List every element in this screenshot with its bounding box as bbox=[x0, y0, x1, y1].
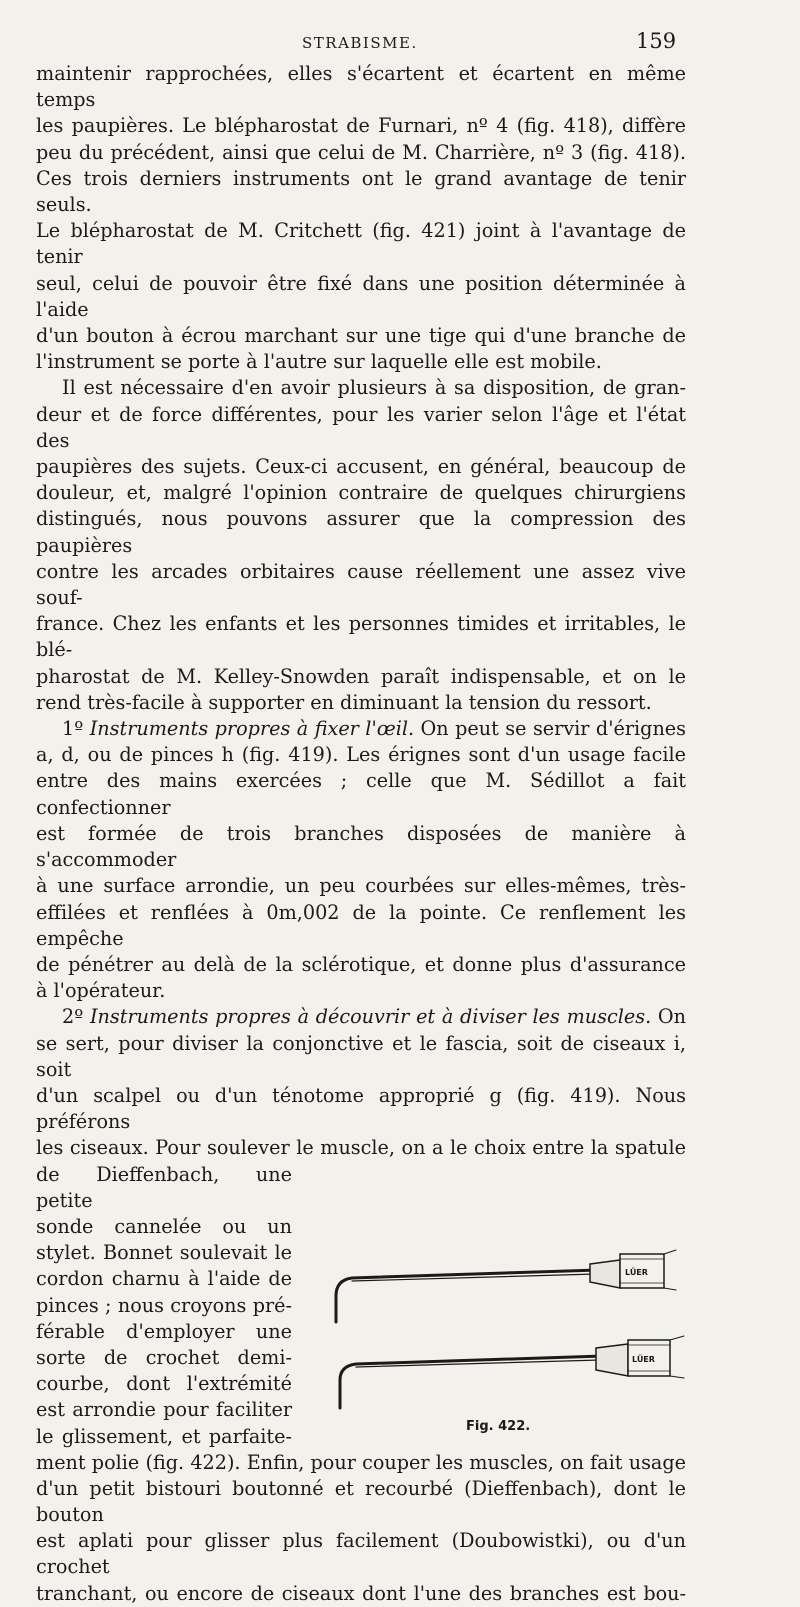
text-line: à une surface arrondie, un peu courbées sur elles-mêmes, très- bbox=[36, 874, 686, 898]
strabismus-hooks-illustration bbox=[328, 1202, 688, 1442]
section-line-fix-eye bbox=[36, 716, 686, 742]
wrapped-text bbox=[36, 1162, 292, 1450]
text-line: ment polie (fig. 422). Enfin, pour couper les muscles, on fait usage bbox=[36, 1450, 686, 1474]
text-line: férable d'employer une bbox=[36, 1319, 292, 1343]
text-line: entre des mains exercées ; celle que M. Sédillot a fait confectionner bbox=[36, 769, 686, 819]
text-run: On peut se servir d'érignes bbox=[414, 717, 686, 741]
text-line: france. Chez les enfants et les personnes timides et irritables, le blé- bbox=[36, 612, 686, 662]
text-line: les paupières. Le blépharostat de Furnari, nº 4 (fig. 418), diffère bbox=[36, 114, 686, 138]
text-line: stylet. Bonnet soulevait le bbox=[36, 1241, 292, 1265]
text-line: le glissement, et parfaite- bbox=[36, 1424, 292, 1448]
text-line: peu du précédent, ainsi que celui de M. Charrière, nº 3 (fig. 418). bbox=[36, 140, 686, 164]
figure-caption: Fig. 422. bbox=[466, 1418, 531, 1434]
text-line: pinces ; nous croyons pré- bbox=[36, 1293, 292, 1317]
page-number: 159 bbox=[636, 29, 677, 53]
text-line: maintenir rapprochées, elles s'écartent et écartent en même temps bbox=[36, 62, 686, 112]
text-line: sonde cannelée ou un bbox=[36, 1214, 292, 1238]
section-line-muscles bbox=[36, 1004, 686, 1030]
text-line: effilées et renflées à 0m,002 de la pointe. Ce renflement les empêche bbox=[36, 900, 686, 950]
section-number: 2º bbox=[62, 1005, 84, 1029]
text-line: a, d, ou de pinces h (fig. 419). Les érignes sont d'un usage facile bbox=[36, 743, 686, 767]
text-run: On bbox=[651, 1005, 687, 1029]
hook-instrument-2 bbox=[340, 1336, 684, 1408]
text-line: Le blépharostat de M. Critchett (fig. 421) joint à l'avantage de tenir bbox=[36, 219, 686, 269]
text-line: douleur, et, malgré l'opinion contraire de quelques chirurgiens bbox=[36, 481, 686, 505]
text-line: l'instrument se porte à l'autre sur laquelle elle est mobile. bbox=[36, 350, 602, 374]
hook-instrument-1 bbox=[336, 1250, 676, 1322]
body-text bbox=[36, 61, 686, 1607]
text-line: de pénétrer au delà de la sclérotique, et donne plus d'assurance bbox=[36, 952, 686, 976]
text-line: contre les arcades orbitaires cause réellement une assez vive souf- bbox=[36, 559, 686, 610]
text-line: les ciseaux. Pour soulever le muscle, on a le choix entre la spatule bbox=[36, 1136, 686, 1160]
section-heading-italic: Instruments propres à fixer l'œil. bbox=[89, 717, 415, 741]
text-line: cordon charnu à l'aide de bbox=[36, 1267, 292, 1291]
running-title: STRABISME. bbox=[302, 34, 418, 52]
text-line: courbe, dont l'extrémité bbox=[36, 1372, 292, 1396]
text-line: d'un petit bistouri boutonné et recourbé (Dieffenbach), dont le bouton bbox=[36, 1476, 686, 1526]
text-line: d'un scalpel ou d'un ténotome approprié g (fig. 419). Nous préférons bbox=[36, 1083, 686, 1134]
text-line: pharostat de M. Kelley-Snowden paraît indispensable, et on le bbox=[36, 664, 686, 688]
running-head bbox=[0, 26, 800, 58]
text-line: de Dieffenbach, une petite bbox=[36, 1162, 292, 1212]
section-number: 1º bbox=[62, 717, 84, 741]
text-line: seul, celui de pouvoir être fixé dans une position déterminée à l'aide bbox=[36, 271, 686, 321]
text-line: rend très-facile à supporter en diminuant la tension du ressort. bbox=[36, 690, 652, 714]
text-line: d'un bouton à écrou marchant sur une tige qui d'une branche de bbox=[36, 324, 686, 348]
text-line: distingués, nous pouvons assurer que la compression des paupières bbox=[36, 507, 686, 557]
maker-mark-2: LÜER bbox=[632, 1354, 655, 1364]
section-heading-italic: Instruments propres à découvrir et à diviser les muscles. bbox=[89, 1005, 652, 1029]
text-line: Ces trois derniers instruments ont le grand avantage de tenir seuls. bbox=[36, 166, 686, 217]
figure-hooks bbox=[328, 1202, 688, 1442]
text-line: à l'opérateur. bbox=[36, 979, 166, 1003]
text-line: est aplati pour glisser plus facilement (Doubowistki), ou d'un crochet bbox=[36, 1529, 686, 1579]
text-line: paupières des sujets. Ceux-ci accusent, en général, beaucoup de bbox=[36, 455, 686, 479]
text-line: deur et de force différentes, pour les varier selon l'âge et l'état des bbox=[36, 402, 686, 452]
text-line: sorte de crochet demi- bbox=[36, 1345, 292, 1369]
text-line: Il est nécessaire d'en avoir plusieurs à sa disposition, de gran- bbox=[62, 376, 686, 400]
text-line: se sert, pour diviser la conjonctive et le fascia, soit de ciseaux i, soit bbox=[36, 1031, 686, 1081]
text-line: est formée de trois branches disposées de manière à s'accommoder bbox=[36, 821, 686, 872]
text-line: est arrondie pour faciliter bbox=[36, 1398, 292, 1422]
figure-wrap bbox=[36, 1162, 686, 1450]
text-line: tranchant, ou encore de ciseaux dont l'une des branches est bou- bbox=[36, 1581, 686, 1605]
maker-mark-1: LÜER bbox=[625, 1267, 648, 1277]
